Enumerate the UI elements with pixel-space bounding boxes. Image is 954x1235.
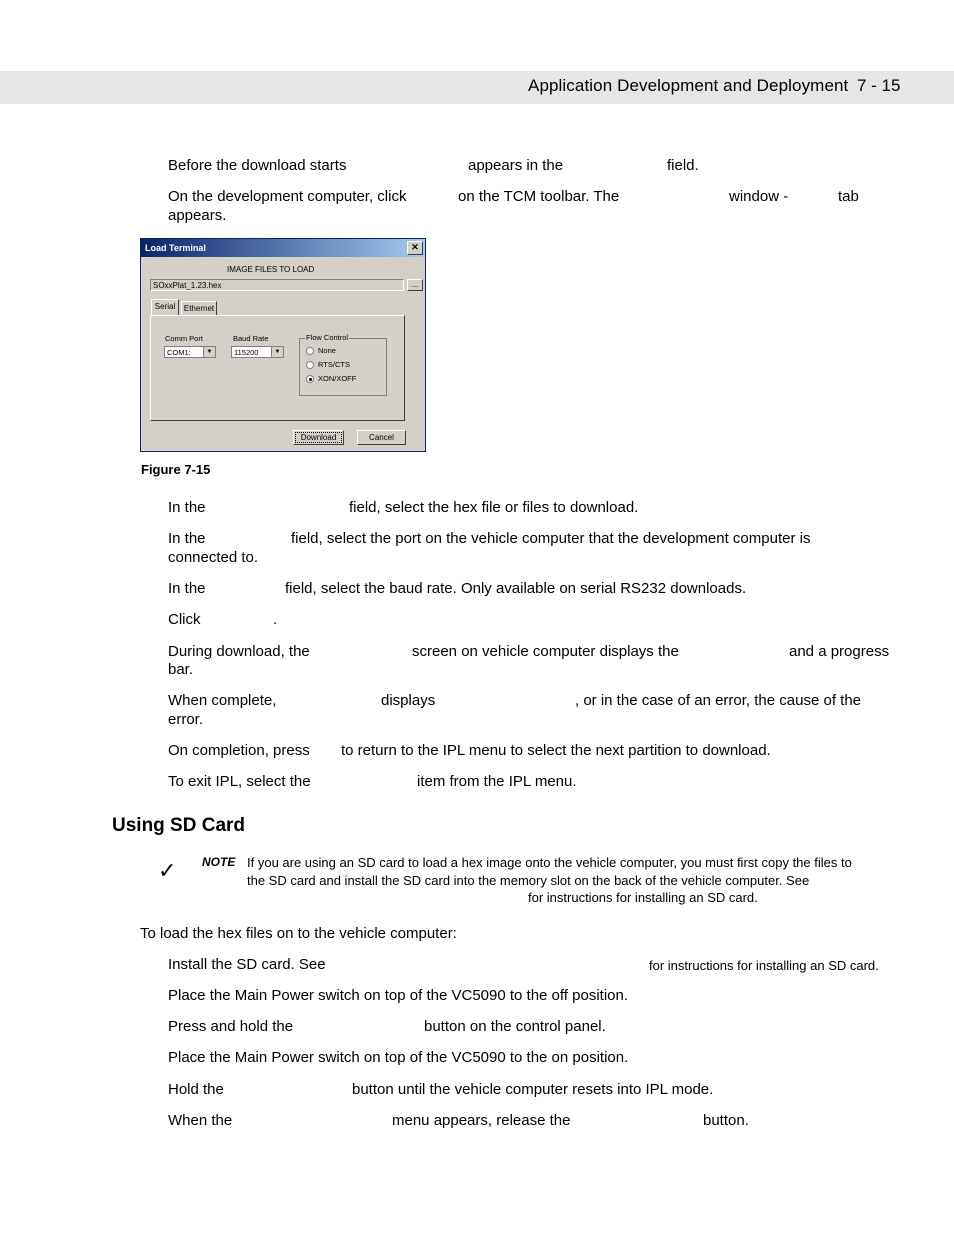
step-text: to return to the IPL menu to select the next partition to download. — [341, 742, 771, 759]
step-text: connected to. — [168, 549, 259, 566]
dialog-title: Load Terminal — [145, 243, 206, 253]
browse-button[interactable]: ... — [407, 279, 423, 291]
step-text: field, select the baud rate. Only available on serial RS232 downloads. — [285, 580, 747, 597]
step-text: appears in the — [468, 157, 564, 174]
step-text: On completion, press — [168, 742, 310, 759]
step-text: In the — [168, 499, 206, 516]
radio-xonxoff[interactable] — [306, 374, 356, 383]
step-text: In the — [168, 580, 206, 597]
load-terminal-dialog — [140, 238, 426, 452]
dialog-title-bar — [141, 239, 425, 257]
step-text: field, select the port on the vehicle computer that the development computer is — [291, 530, 811, 547]
step-text: . — [273, 611, 278, 628]
note-text: for instructions for installing an SD card. — [528, 890, 758, 905]
step-text: and a progress — [789, 643, 890, 660]
radio-selected-icon — [306, 375, 314, 383]
tab-ethernet[interactable]: Ethernet — [181, 301, 217, 315]
step-text: displays — [381, 692, 436, 709]
radio-rtscts[interactable] — [306, 360, 350, 369]
radio-none[interactable] — [306, 346, 336, 355]
step-text: During download, the — [168, 643, 310, 660]
step-text: When complete, — [168, 692, 277, 709]
flow-control-label: Flow Control — [306, 333, 349, 342]
step-text: When the — [168, 1112, 233, 1129]
step-text: button until the vehicle computer resets into IPL mode. — [352, 1081, 714, 1098]
figure-caption: Figure 7-15 — [141, 462, 211, 477]
step-text: Press and hold the — [168, 1018, 294, 1035]
step-text: item from the IPL menu. — [417, 773, 577, 790]
checkmark-icon: ✓ — [158, 858, 177, 883]
section-title: Using SD Card — [112, 815, 246, 836]
step-text: , or in the case of an error, the cause of the — [575, 692, 862, 709]
step-text: Place the Main Power switch on top of the VC5090 to the off position. — [168, 987, 628, 1004]
step-text: To exit IPL, select the — [168, 773, 311, 790]
comm-port-select[interactable] — [164, 346, 216, 358]
chevron-down-icon: ▼ — [271, 347, 283, 357]
close-icon[interactable]: ✕ — [407, 241, 423, 255]
radio-icon — [306, 347, 314, 355]
comm-port-label: Comm Port — [165, 334, 203, 343]
step-text: tab — [838, 188, 859, 205]
tab-serial[interactable]: Serial — [151, 299, 179, 315]
flow-control-group — [299, 333, 387, 396]
step-text: window - — [729, 188, 789, 205]
step-text: screen on vehicle computer displays the — [412, 643, 679, 660]
step-text: Hold the — [168, 1081, 224, 1098]
step-text: Install the SD card. See — [168, 956, 326, 973]
step-text: for instructions for installing an SD card. — [649, 958, 879, 973]
radio-icon — [306, 361, 314, 369]
radio-label: None — [318, 346, 336, 355]
step-text: error. — [168, 711, 204, 728]
step-text: field, select the hex file or files to download. — [349, 499, 639, 516]
image-files-label: IMAGE FILES TO LOAD — [227, 265, 315, 274]
download-button[interactable]: Download — [293, 430, 344, 445]
cancel-button[interactable]: Cancel — [357, 430, 406, 445]
step-text: bar. — [168, 661, 194, 678]
step-text: field. — [667, 157, 699, 174]
step-text: On the development computer, click — [168, 188, 407, 205]
step-text: menu appears, release the — [392, 1112, 571, 1129]
step-text: appears. — [168, 207, 227, 224]
page-header-title: Application Development and Deployment — [528, 76, 849, 95]
note-text: If you are using an SD card to load a hex image onto the vehicle computer, you must first copy the files to — [247, 855, 852, 870]
radio-label: RTS/CTS — [318, 360, 350, 369]
baud-rate-label: Baud Rate — [233, 334, 269, 343]
note-label: NOTE — [202, 855, 236, 869]
page-number: 7 - 15 — [857, 76, 901, 95]
step-text: Before the download starts — [168, 157, 347, 174]
step-text: Click — [168, 611, 201, 628]
baud-rate-select[interactable] — [231, 346, 284, 358]
step-text: on the TCM toolbar. The — [458, 188, 620, 205]
step-text: Place the Main Power switch on top of the VC5090 to the on position. — [168, 1049, 629, 1066]
serial-panel — [150, 315, 405, 421]
image-file-field[interactable]: SOxxPlat_1.23.hex — [150, 279, 404, 291]
step-text: button on the control panel. — [424, 1018, 606, 1035]
baud-rate-value: 115200 — [234, 348, 259, 357]
comm-port-value: COM1: — [167, 348, 191, 357]
radio-label: XON/XOFF — [318, 374, 357, 383]
section-intro: To load the hex files on to the vehicle computer: — [140, 925, 457, 942]
step-text: button. — [703, 1112, 749, 1129]
step-text: In the — [168, 530, 206, 547]
chevron-down-icon: ▼ — [203, 347, 215, 357]
note-text: the SD card and install the SD card into the memory slot on the back of the vehicle computer. See — [247, 873, 810, 888]
